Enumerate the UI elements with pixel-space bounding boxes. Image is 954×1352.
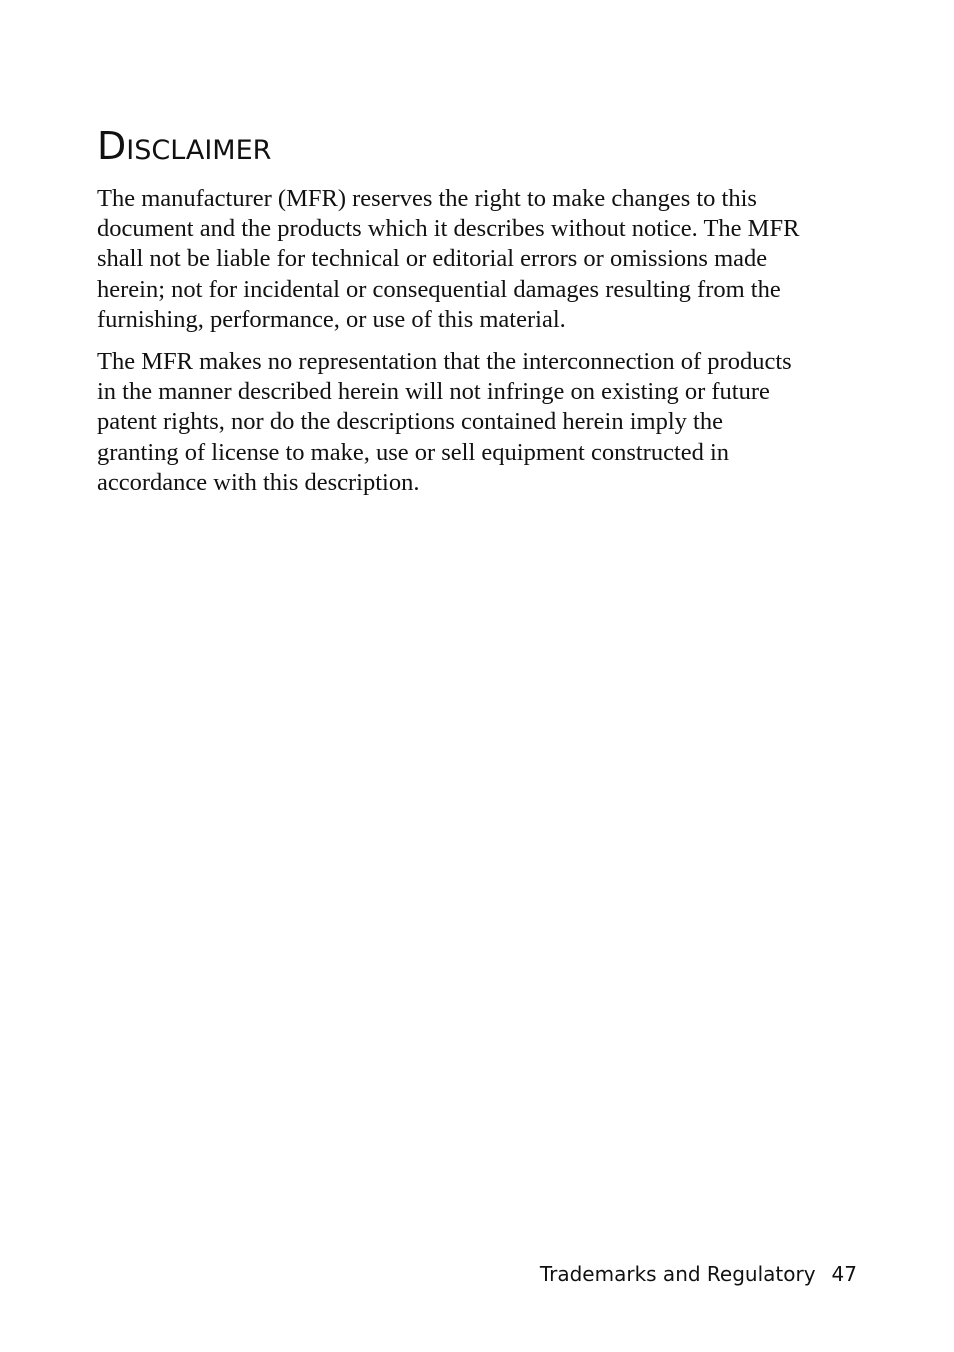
paragraph-line: document and the products which it describes without notice. The MFR (97, 215, 800, 243)
paragraph-line: herein; not for incidental or consequential damages resulting from the (97, 275, 781, 303)
page-title: Disclaimer (97, 124, 272, 168)
body-text (97, 184, 857, 510)
paragraph-line: The MFR makes no representation that the interconnection of products (97, 348, 792, 376)
disclaimer-paragraph-1 (97, 184, 857, 335)
paragraph-line: granting of license to make, use or sell equipment constructed in (97, 438, 730, 466)
paragraph-line: shall not be liable for technical or editorial errors or omissions made (97, 245, 768, 273)
paragraph-line: The manufacturer (MFR) reserves the right to make changes to this (97, 185, 757, 212)
paragraph-line: patent rights, nor do the descriptions contained herein imply the (97, 408, 723, 436)
page-number: 47 (831, 1262, 857, 1286)
page-footer (540, 1260, 857, 1288)
paragraph-line: accordance with this description. (97, 468, 420, 496)
paragraph-line: in the manner described herein will not infringe on existing or future (97, 378, 770, 406)
disclaimer-paragraph-2 (97, 347, 857, 498)
paragraph-line: furnishing, performance, or use of this material. (97, 305, 566, 333)
footer-section-title: Trademarks and Regulatory (539, 1262, 816, 1286)
